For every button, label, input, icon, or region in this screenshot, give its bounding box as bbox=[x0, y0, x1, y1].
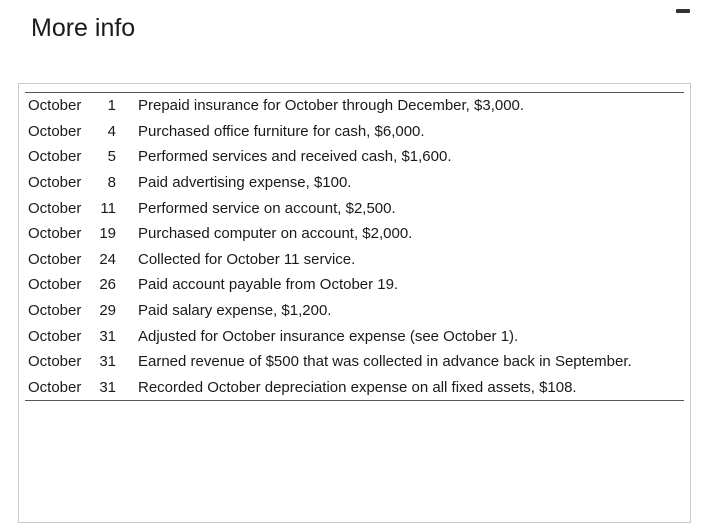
transaction-description: Earned revenue of $500 that was collected in advance back in September. bbox=[138, 353, 632, 371]
transaction-description: Recorded October depreciation expense on all fixed assets, $108. bbox=[138, 378, 577, 396]
transaction-month: October bbox=[28, 199, 82, 217]
transaction-day: 26 bbox=[99, 276, 116, 294]
transaction-description: Paid account payable from October 19. bbox=[138, 276, 399, 294]
transaction-month: October bbox=[28, 225, 82, 243]
transaction-description: Paid salary expense, $1,200. bbox=[138, 302, 332, 320]
transaction-month: October bbox=[28, 148, 82, 166]
table-row bbox=[25, 298, 684, 324]
transaction-day: 29 bbox=[99, 302, 116, 320]
transaction-day: 8 bbox=[107, 174, 116, 192]
transaction-day: 24 bbox=[99, 250, 116, 268]
table-row bbox=[25, 247, 684, 273]
table-row bbox=[25, 195, 684, 221]
transactions-table bbox=[25, 92, 684, 401]
table-row bbox=[25, 349, 684, 375]
transaction-description: Purchased office furniture for cash, $6,000. bbox=[138, 122, 425, 140]
transaction-day: 1 bbox=[107, 97, 116, 115]
transaction-description: Purchased computer on account, $2,000. bbox=[138, 225, 413, 243]
table-row bbox=[25, 272, 684, 298]
transaction-description: Paid advertising expense, $100. bbox=[138, 174, 352, 192]
transaction-day: 19 bbox=[99, 225, 116, 243]
transaction-day: 31 bbox=[99, 353, 116, 371]
transaction-month: October bbox=[28, 250, 82, 268]
transaction-month: October bbox=[28, 378, 82, 396]
table-row bbox=[25, 323, 684, 349]
minimize-icon[interactable] bbox=[676, 9, 690, 13]
transaction-day: 5 bbox=[107, 148, 116, 166]
table-row bbox=[25, 119, 684, 145]
table-row bbox=[25, 93, 684, 119]
table-row bbox=[25, 170, 684, 196]
transaction-description: Performed services and received cash, $1,600. bbox=[138, 148, 452, 166]
transaction-day: 4 bbox=[107, 122, 116, 140]
transaction-month: October bbox=[28, 276, 82, 294]
transaction-day: 31 bbox=[99, 378, 116, 396]
table-row bbox=[25, 375, 684, 401]
transaction-month: October bbox=[28, 353, 82, 371]
transaction-month: October bbox=[28, 327, 82, 345]
transaction-description: Collected for October 11 service. bbox=[138, 250, 356, 268]
transaction-description: Prepaid insurance for October through December, $3,000. bbox=[138, 97, 525, 115]
transaction-day: 31 bbox=[99, 327, 116, 345]
transaction-month: October bbox=[28, 122, 82, 140]
transaction-description: Adjusted for October insurance expense (see October 1). bbox=[138, 327, 519, 345]
transaction-day: 11 bbox=[100, 199, 116, 217]
table-row bbox=[25, 221, 684, 247]
table-row bbox=[25, 144, 684, 170]
transaction-month: October bbox=[28, 174, 82, 192]
transaction-description: Performed service on account, $2,500. bbox=[138, 199, 396, 217]
transaction-month: October bbox=[28, 302, 82, 320]
transaction-month: October bbox=[28, 97, 82, 115]
dialog-title: More info bbox=[31, 14, 136, 42]
